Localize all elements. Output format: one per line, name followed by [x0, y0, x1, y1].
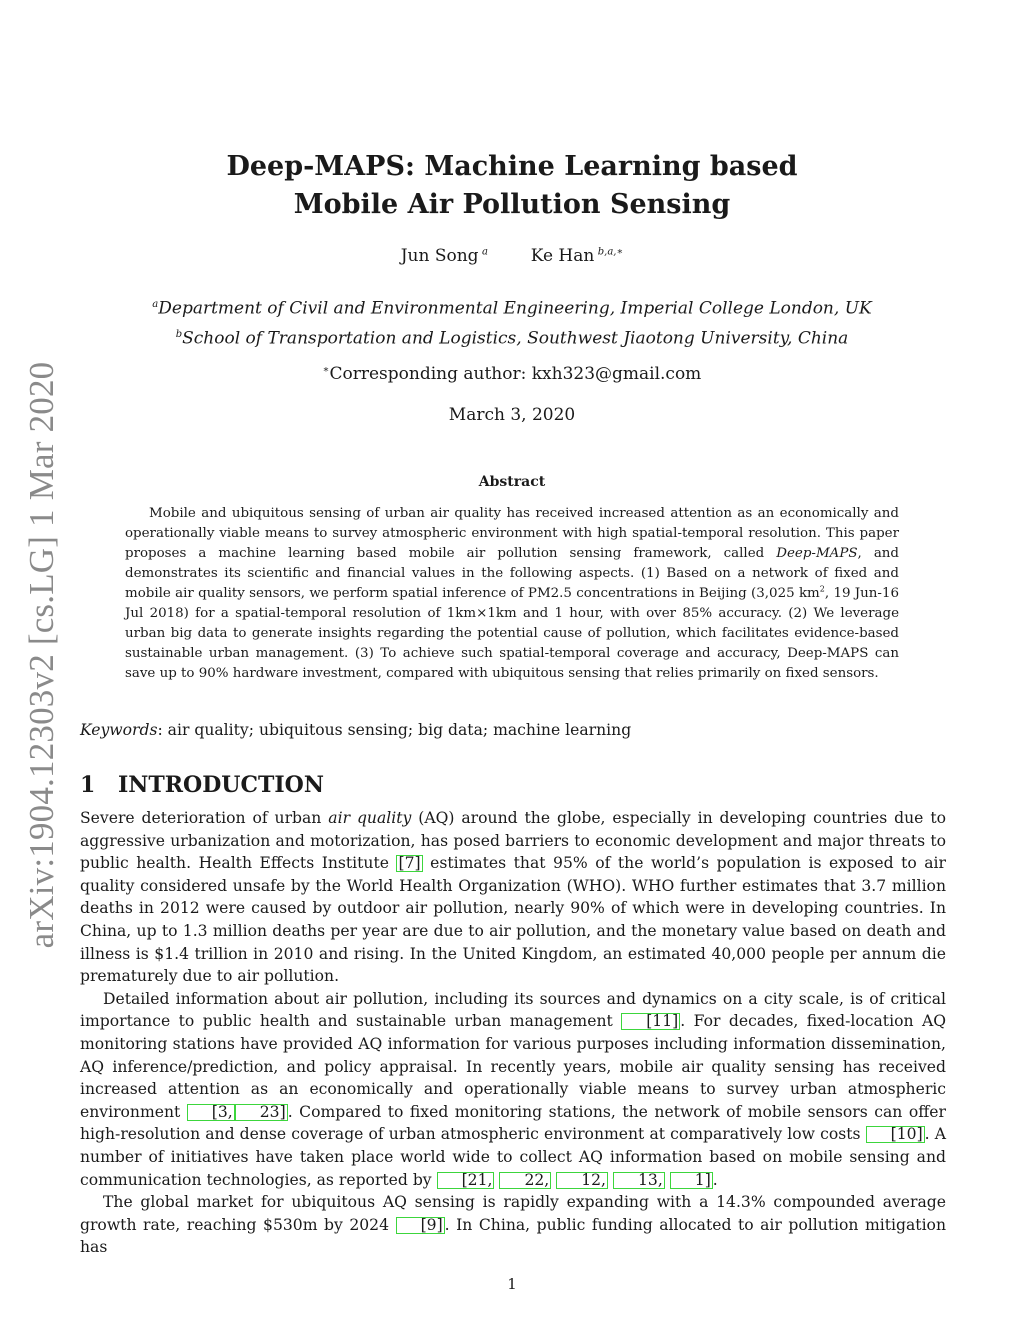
body-text — [80, 807, 946, 1259]
citation-link[interactable]: [3, — [187, 1104, 235, 1121]
text-run: estimates that 95% of the world’s population is exposed to air quality considered unsafe by the World Health Organization (WHO). WHO further estimates that 3.7 million deaths in 2012 were caused by outdoor air pollution, nearly 90% of which were in developing countries. In China, up to 1.3 million deaths per year are due to air pollution, and the monetary value based on death and illness is $1.4 trillion in 2010 and rising. In the United Kingdom, an estimated 40,000 people per annum die prematurely due to air pollution. — [80, 854, 946, 986]
paper-title — [0, 148, 1024, 224]
keywords-label: Keywords — [80, 721, 158, 739]
corresponding-mark: ∗ — [322, 364, 330, 376]
citation-link[interactable]: 12, — [556, 1172, 608, 1189]
text-run: . A number of initiatives have taken place world wide to collect AQ information based on mobile sensing and communication technologies, as reported by — [80, 1125, 946, 1189]
paragraph — [80, 988, 946, 1191]
abstract-text — [125, 504, 899, 684]
author-list — [0, 246, 1024, 266]
affiliation-text: Department of Civil and Environmental Engineering, Imperial College London, UK — [158, 298, 872, 319]
citation-link[interactable]: [21, — [437, 1172, 495, 1189]
text-run: (AQ) around the globe, especially in developing countries due to aggressive urbanization and motorization, has posed barriers to economic development and major threats to public health. Health Effects Institute — [80, 809, 946, 873]
text-run: Severe deterioration of urban — [80, 809, 329, 827]
page-number: 1 — [507, 1275, 517, 1293]
keywords — [80, 721, 946, 739]
affiliation — [0, 292, 1024, 322]
citation-link[interactable]: 1] — [670, 1172, 713, 1189]
author-affiliation-mark: a — [481, 246, 488, 258]
title-line-1: Deep-MAPS: Machine Learning based — [226, 151, 798, 182]
superscript: 2 — [819, 584, 825, 594]
corresponding-author — [0, 364, 1024, 384]
abstract-segment: , and demonstrates its scientific and financial values in the following aspects. (1) Based on a network of fixed and mobile air quality sensors, we perform spatial inference of PM2.5 concentrations in Beijing (3,025 km — [125, 546, 899, 601]
citation-link[interactable]: 13, — [613, 1172, 665, 1189]
citation-link[interactable]: 22, — [499, 1172, 551, 1189]
paragraph — [80, 1191, 946, 1259]
citation-link[interactable]: [11] — [621, 1013, 680, 1030]
citation-link[interactable]: 23] — [235, 1104, 288, 1121]
arxiv-identifier: arXiv:1904.12303v2 [cs.LG] 1 Mar 2020 — [22, 361, 61, 949]
text-run: . Compared to fixed monitoring stations, the network of mobile sensors can offer high-resolution and dense coverage of urban atmospheric environment at comparatively low costs — [80, 1102, 946, 1144]
paper-date: March 3, 2020 — [448, 405, 576, 425]
section-title: INTRODUCTION — [118, 772, 324, 798]
author-name: Jun Song — [400, 246, 479, 266]
keywords-text: : air quality; ubiquitous sensing; big data; machine learning — [157, 721, 632, 739]
citation-link[interactable]: [9] — [396, 1217, 445, 1234]
citation-link[interactable]: [10] — [866, 1126, 925, 1143]
affiliation-mark: a — [152, 299, 159, 310]
abstract-segment: Mobile and ubiquitous sensing of urban air quality has received increased attention as an economically and operationally viable means to survey atmospheric environment with high spatial-temporal resolution. This paper proposes a machine learning based mobile air pollution sensing framework, called — [125, 506, 899, 561]
affiliation-mark: b — [175, 328, 183, 340]
text-run: Detailed information about air pollution, including its sources and dynamics on a city scale, is of critical importance to public health and sustainable urban management — [80, 989, 946, 1031]
abstract-heading: Abstract — [478, 474, 546, 490]
paragraph — [80, 807, 946, 988]
affiliation — [0, 322, 1024, 352]
text-run: . For decades, fixed-location AQ monitoring stations have provided AQ information for various purposes including information dissemination, AQ inference/prediction, and policy appraisal. In recently years, mobile air quality sensing has received increased attention as an economically and operationally viable means to survey urban atmospheric environment — [80, 1012, 946, 1121]
emphasis: air quality — [328, 809, 412, 827]
author-affiliation-mark: b,a,∗ — [597, 246, 624, 258]
section-heading — [80, 772, 324, 798]
affiliation-text: School of Transportation and Logistics, Southwest Jiaotong University, China — [182, 328, 849, 349]
corresponding-text: Corresponding author: kxh323@gmail.com — [329, 364, 702, 384]
text-run: . — [712, 1170, 718, 1189]
text-run: . In China, public funding allocated to air pollution mitigation has — [80, 1215, 946, 1257]
author-name: Ke Han — [530, 246, 595, 266]
section-number: 1 — [80, 772, 96, 798]
title-line-2: Mobile Air Pollution Sensing — [293, 189, 731, 220]
framework-name: Deep-MAPS — [776, 546, 858, 561]
citation-link[interactable]: [7] — [398, 854, 421, 873]
text-run: The global market for ubiquitous AQ sensing is rapidly expanding with a 14.3% compounded average growth rate, reaching $530m by 2024 — [80, 1193, 946, 1234]
affiliations — [0, 292, 1024, 351]
abstract-segment: , 19 Jun-16 Jul 2018) for a spatial-temporal resolution of 1km×1km and 1 hour, with over 85% accuracy. (2) We leverage urban big data to generate insights regarding the potential cause of pollution, which facilitates evidence-based sustainable urban management. (3) To achieve such spatial-temporal coverage and accuracy, Deep-MAPS can save up to 90% hardware investment, compared with ubiquitous sensing that relies primarily on fixed sensors. — [125, 586, 899, 681]
